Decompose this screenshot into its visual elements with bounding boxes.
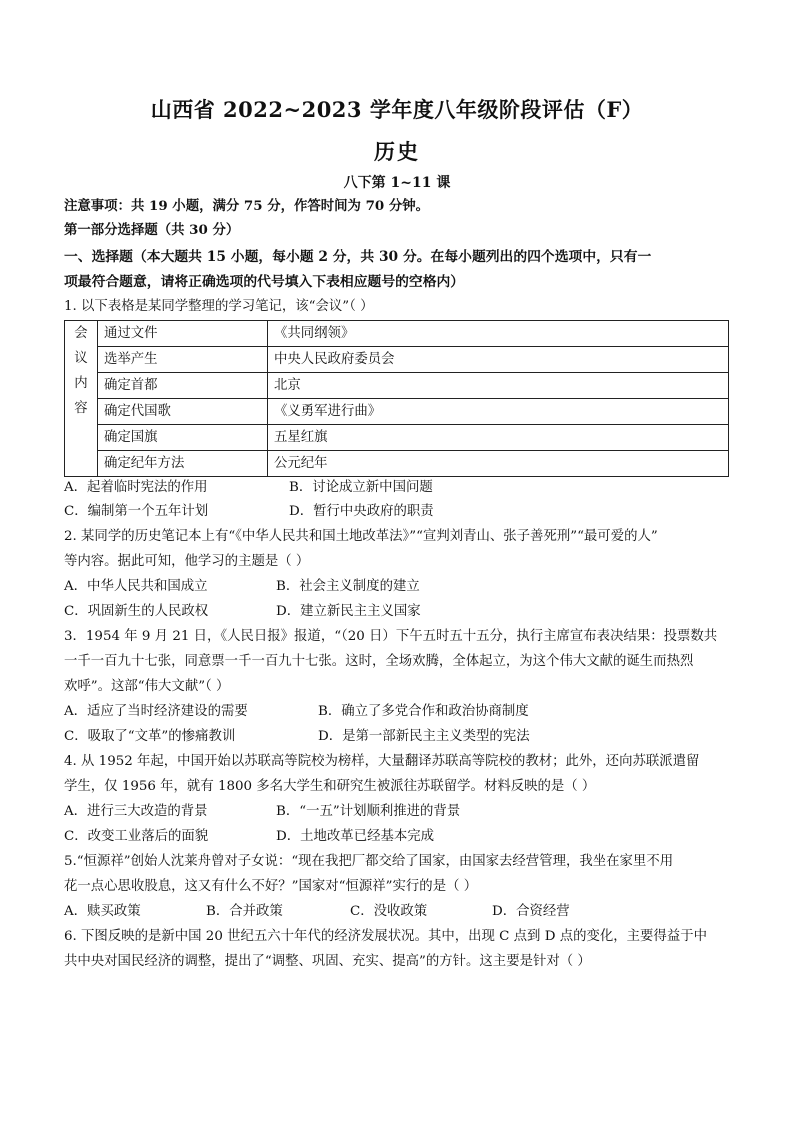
table-side-label bbox=[65, 321, 98, 477]
table-cell: 确定代国歌 bbox=[98, 399, 268, 425]
table-cell: 确定纪年方法 bbox=[98, 451, 268, 477]
q3-option-d: D．是第一部新民主主义类型的宪法 bbox=[318, 729, 530, 744]
table-row bbox=[65, 321, 729, 347]
exam-title: 山西省 2022~2023 学年度八年级阶段评估（F） bbox=[150, 97, 644, 122]
side-char: 内 bbox=[74, 376, 88, 391]
table-row bbox=[65, 373, 729, 399]
side-char: 会 bbox=[74, 326, 88, 341]
q1-notes-table bbox=[64, 320, 729, 477]
q6-line-1: 6. 下图反映的是新中国 20 世纪五六十年代的经济发展状况。其中，出现 C 点到 D 点的变化，主要得益于中 bbox=[64, 929, 707, 944]
q3-option-c: C．吸取了“文革”的惨痛教训 bbox=[64, 729, 236, 744]
table-cell: 通过文件 bbox=[98, 321, 268, 347]
q4-option-b: B．“一五”计划顺利推进的背景 bbox=[276, 804, 461, 819]
q2-option-a: A．中华人民共和国成立 bbox=[64, 579, 208, 594]
table-cell: 公元纪年 bbox=[268, 451, 729, 477]
q4-option-a: A．进行三大改造的背景 bbox=[64, 804, 208, 819]
q3-option-b: B．确立了多党合作和政治协商制度 bbox=[318, 704, 529, 719]
q5-option-c: C．没收政策 bbox=[350, 904, 428, 919]
instructions-line-1: 一、选择题（本大题共 15 小题，每小题 2 分，共 30 分。在每小题列出的四个选项中，只有一 bbox=[64, 249, 652, 265]
subject-title: 历史 bbox=[374, 139, 420, 164]
side-char: 议 bbox=[74, 351, 88, 366]
q3-option-a: A．适应了当时经济建设的需要 bbox=[64, 704, 248, 719]
q1-stem: 1. 以下表格是某同学整理的学习笔记，该“会议”（ ） bbox=[64, 299, 374, 314]
q3-line-3: 欢呼”。这部“伟大文献”（ ） bbox=[64, 679, 230, 694]
part-heading: 第一部分选择题（共 30 分） bbox=[64, 222, 240, 238]
q1-option-a: A．起着临时宪法的作用 bbox=[64, 480, 208, 495]
q6-line-2: 共中央对国民经济的调整，提出了“调整、巩固、充实、提高”的方针。这主要是针对（ ） bbox=[64, 954, 591, 969]
q4-line-1: 4. 从 1952 年起，中国开始以苏联高等院校为榜样，大量翻译苏联高等院校的教材；此外，还向苏联派遣留 bbox=[64, 754, 700, 769]
table-cell: 确定首都 bbox=[98, 373, 268, 399]
q2-line-2: 等内容。据此可知，他学习的主题是（ ） bbox=[64, 554, 310, 569]
table-cell: 确定国旗 bbox=[98, 425, 268, 451]
table-cell: 《义勇军进行曲》 bbox=[268, 399, 729, 425]
q4-option-c: C．改变工业落后的面貌 bbox=[64, 829, 209, 844]
table-cell: 中央人民政府委员会 bbox=[268, 347, 729, 373]
q3-line-1: 3．1954 年 9 月 21 日，《人民日报》报道，“（20 日）下午五时五十五分，执行主席宣布表决结果：投票数共 bbox=[64, 629, 718, 644]
notice: 注意事项：共 19 小题，满分 75 分，作答时间为 70 分钟。 bbox=[64, 198, 430, 214]
table-cell: 选举产生 bbox=[98, 347, 268, 373]
q5-line-2: 花一点心思收股息，这又有什么不好？”国家对“恒源祥”实行的是（ ） bbox=[64, 879, 478, 894]
table-row bbox=[65, 451, 729, 477]
q1-option-c: C．编制第一个五年计划 bbox=[64, 504, 209, 519]
side-char: 容 bbox=[74, 401, 88, 416]
q2-option-b: B．社会主义制度的建立 bbox=[276, 579, 420, 594]
q1-option-d: D．暂行中央政府的职责 bbox=[289, 504, 434, 519]
q5-option-d: D．合资经营 bbox=[492, 904, 570, 919]
q2-option-c: C．巩固新生的人民政权 bbox=[64, 604, 209, 619]
table-row bbox=[65, 425, 729, 451]
lesson-range: 八下第 1~11 课 bbox=[343, 175, 451, 191]
q5-line-1: 5.“恒源祥”创始人沈莱舟曾对子女说：“现在我把厂都交给了国家，由国家去经营管理，我坐在家里不用 bbox=[64, 854, 674, 869]
q4-option-d: D．土地改革已经基本完成 bbox=[276, 829, 435, 844]
instructions-line-2: 项最符合题意，请将正确选项的代号填入下表相应题号的空格内） bbox=[64, 274, 465, 290]
q5-option-b: B．合并政策 bbox=[206, 904, 283, 919]
q1-option-b: B．讨论成立新中国问题 bbox=[289, 480, 433, 495]
table-cell: 五星红旗 bbox=[268, 425, 729, 451]
table-cell: 北京 bbox=[268, 373, 729, 399]
table-row bbox=[65, 347, 729, 373]
table-row bbox=[65, 399, 729, 425]
q3-line-2: 一千一百九十七张，同意票一千一百九十七张。这时，全场欢腾，全体起立，为这个伟大文献的诞生而热烈 bbox=[64, 654, 694, 669]
q2-option-d: D．建立新民主主义国家 bbox=[276, 604, 421, 619]
table-cell: 《共同纲领》 bbox=[268, 321, 729, 347]
q4-line-2: 学生，仅 1956 年，就有 1800 多名大学生和研究生被派往苏联留学。材料反映的是（ ） bbox=[64, 779, 596, 794]
q5-option-a: A．赎买政策 bbox=[64, 904, 141, 919]
q2-line-1: 2. 某同学的历史笔记本上有“《中华人民共和国土地改革法》”“宣判刘青山、张子善死刑”“最可爱的人” bbox=[64, 529, 658, 544]
